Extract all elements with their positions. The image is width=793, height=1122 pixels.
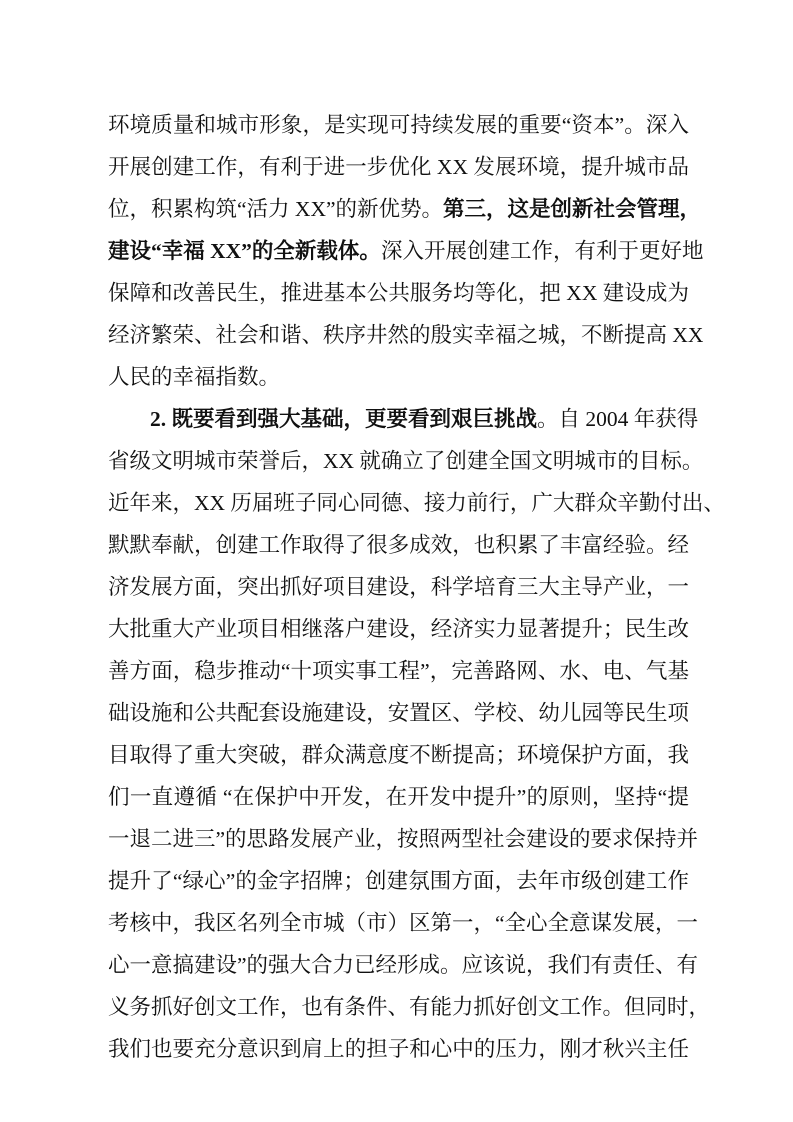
paragraph-line [108, 572, 689, 602]
paragraph-line [108, 320, 704, 350]
bold-text-run: 2. 既要看到强大基础，更要看到艰巨挑战 [150, 407, 538, 431]
text-run: 济发展方面，突出抓好项目建设，科学培育三大主导产业，一 [108, 575, 689, 599]
paragraph-line [108, 950, 699, 980]
text-run: 提升了“绿心”的金字招牌；创建氛围方面，去年市级创建工作 [108, 869, 689, 893]
text-run: 考核中，我区名列全市城（市）区第一，“全心全意谋发展，一 [108, 911, 699, 935]
paragraph-line [108, 866, 689, 896]
text-run: 心一意搞建设”的强大合力已经形成。应该说，我们有责任、有 [108, 953, 699, 977]
paragraph-line [108, 110, 689, 140]
paragraph-line [108, 908, 699, 938]
text-run: 一退二进三”的思路发展产业，按照两型社会建设的要求保持并 [108, 827, 699, 851]
paragraph-line [108, 194, 702, 224]
text-run: 们一直遵循 “在保护中开发，在开发中提升”的原则，坚持“提 [108, 785, 689, 809]
text-run: 深入开展创建工作，有利于更好地 [380, 239, 704, 263]
text-run: 大批重大产业项目相继落户建设，经济实力显著提升；民生改 [108, 617, 689, 641]
paragraph-line [108, 362, 689, 392]
paragraph-line [108, 614, 689, 644]
text-run: 省级文明城市荣誉后，XX 就确立了创建全国文明城市的目标。 [108, 449, 704, 473]
paragraph-line [108, 824, 699, 854]
paragraph-line [108, 992, 711, 1022]
paragraph-line [108, 278, 689, 308]
text-run: 经济繁荣、社会和谐、秩序井然的殷实幸福之城，不断提高 XX [108, 323, 704, 347]
text-run: 默默奉献，创建工作取得了很多成效，也积累了丰富经验。经 [108, 533, 689, 557]
section-heading-line [150, 404, 699, 434]
text-run: 人民的幸福指数。 [108, 365, 281, 389]
text-run: 我们也要充分意识到肩上的担子和心中的压力，刚才秋兴主任 [108, 1037, 689, 1061]
paragraph-line [108, 236, 704, 266]
text-run: 善方面，稳步推动“十项实事工程”，完善路网、水、电、气基 [108, 659, 689, 683]
text-run: 。自 2004 年获得 [537, 407, 699, 431]
paragraph-line [108, 782, 689, 812]
text-run: 位，积累构筑“活力 XX”的新优势。 [108, 197, 444, 221]
text-run: 础设施和公共配套设施建设，安置区、学校、幼儿园等民生项 [108, 701, 689, 725]
text-run: 近年来，XX 历届班子同心同德、接力前行，广大群众辛勤付出、 [108, 491, 725, 515]
paragraph-line [108, 656, 689, 686]
bold-text-run: 建设“幸福 XX”的全新载体。 [108, 239, 381, 263]
paragraph-line [108, 446, 704, 476]
text-run: 义务抓好创文工作，也有条件、有能力抓好创文工作。但同时， [108, 995, 711, 1019]
text-run: 开展创建工作，有利于进一步优化 XX 发展环境，提升城市品 [108, 155, 689, 179]
paragraph-line [108, 530, 689, 560]
paragraph-line [108, 152, 689, 182]
paragraph-line [108, 698, 689, 728]
text-run: 目取得了重大突破，群众满意度不断提高；环境保护方面，我 [108, 743, 689, 767]
paragraph-line [108, 1034, 689, 1064]
text-run: 环境质量和城市形象，是实现可持续发展的重要“资本”。深入 [108, 113, 689, 137]
paragraph-line [108, 488, 725, 518]
text-run: 保障和改善民生，推进基本公共服务均等化，把 XX 建设成为 [108, 281, 689, 305]
bold-text-run: 第三，这是创新社会管理， [443, 197, 702, 221]
paragraph-line [108, 740, 689, 770]
